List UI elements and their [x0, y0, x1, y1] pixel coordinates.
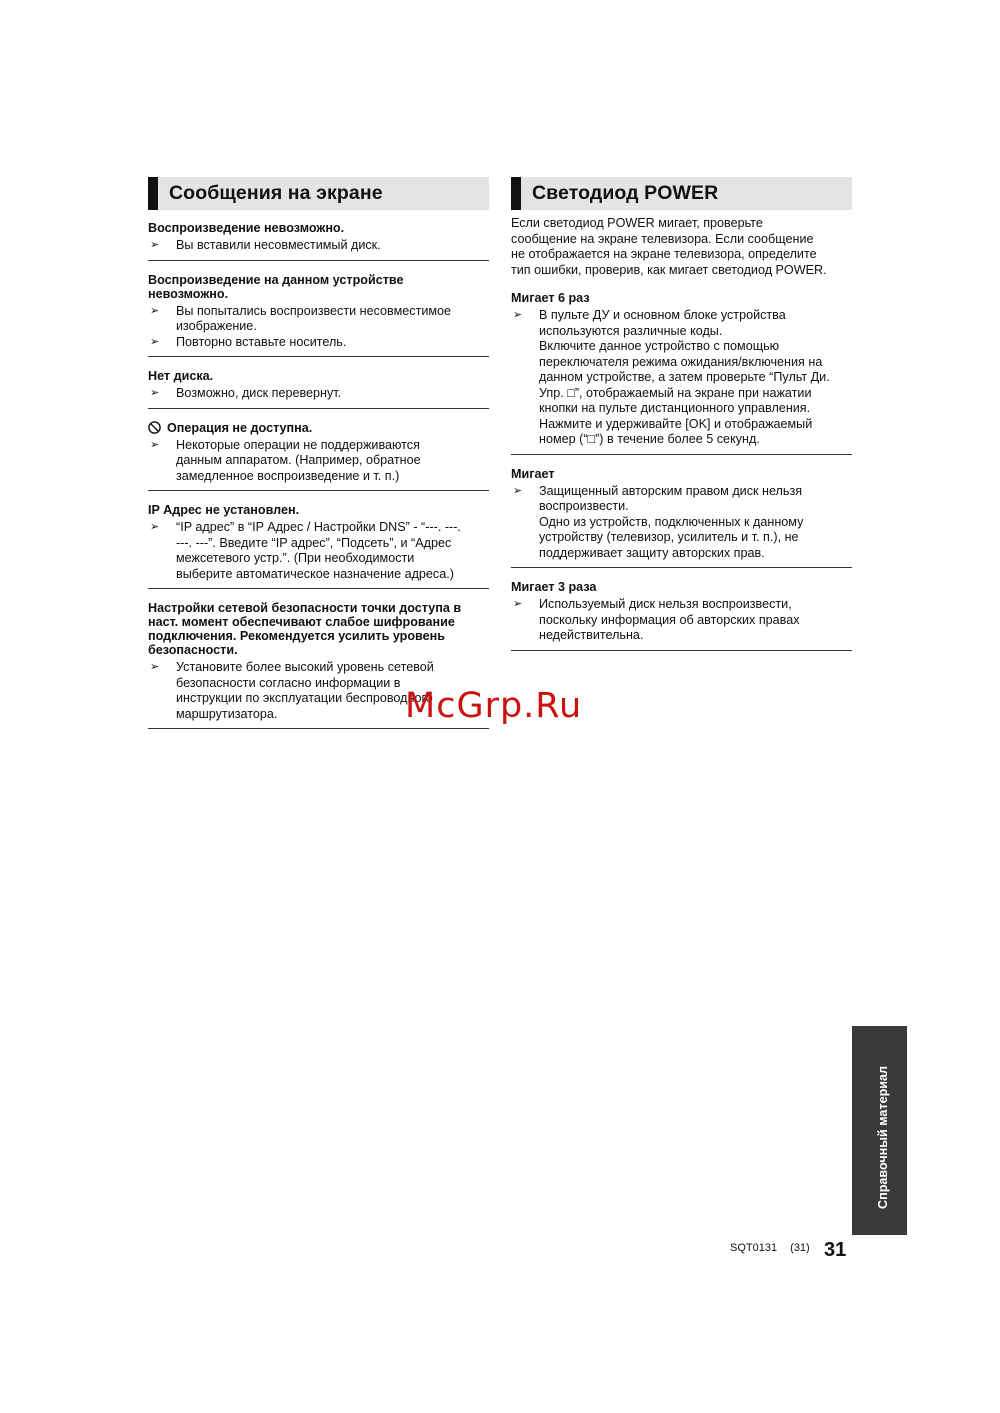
side-tab	[852, 1026, 907, 1235]
blink-item	[511, 286, 852, 455]
bullet: ➢ “IP адрес” в “IP Адрес / Настройки DNS” - “---. ---. ---. ---”. Введите “IP адрес”, “Подсеть”, и “Адрес межсетевого устр.”. (При необходимости выберите автоматическое назначение адреса.)	[150, 520, 461, 581]
item-title: Операция не доступна.	[148, 421, 489, 435]
bullet: ➢ Повторно вставьте носитель.	[150, 334, 347, 349]
message-item	[148, 216, 489, 261]
bullet: ➢ В пульте ДУ и основном блоке устройства используются различные коды. Включите данное устройство с помощью переключателя режима ожидания/включения на данном устройстве, а затем проверьте “Пульт Ди. Упр. □”, отображаемый на экране при нажатии кнопки на пульте дистанционного управления. Нажмите и удерживайте [OK] и отображаемый номер (“□”) в течение более 5 секунд.	[513, 308, 830, 446]
intro-paragraph: Если светодиод POWER мигает, проверьте сообщение на экране телевизора. Если сообщение не отображается на экране телевизора, определите тип ошибки, проверив, как мигает светодиод POWER.	[511, 216, 827, 277]
arrow-bullet-icon: ➢	[150, 521, 160, 533]
item-title: Воспроизведение на данном устройстве невозможно.	[148, 272, 404, 301]
document-code: SQT0131	[730, 1242, 778, 1254]
watermark: McGrp.Ru	[405, 686, 583, 726]
message-item	[148, 416, 489, 492]
message-item	[148, 268, 489, 358]
section-heading-power-led	[511, 177, 852, 210]
item-title: Воспроизведение невозможно.	[148, 221, 345, 235]
item-title: IP Адрес не установлен.	[148, 503, 300, 517]
bullet: ➢ Используемый диск нельзя воспроизвести, поскольку информация об авторских правах недействительна.	[513, 597, 800, 642]
message-item	[148, 364, 489, 409]
prohibited-icon	[148, 421, 161, 434]
section-title: Светодиод POWER	[532, 182, 719, 204]
page-sub-number: (31)	[790, 1242, 810, 1254]
arrow-bullet-icon: ➢	[513, 309, 523, 321]
item-title: Нет диска.	[148, 369, 214, 383]
message-item	[148, 498, 489, 589]
blink-item	[511, 575, 852, 651]
section-title: Сообщения на экране	[169, 182, 383, 204]
bullet: ➢ Установите более высокий уровень сетевой безопасности согласно информации в инструкции по эксплуатации беспроводного маршрутизатора.	[150, 660, 434, 721]
arrow-bullet-icon: ➢	[150, 438, 160, 451]
bullet: ➢ Возможно, диск перевернут.	[150, 386, 342, 400]
item-title: Мигает	[511, 466, 555, 481]
item-title: Настройки сетевой безопасности точки доступа в наст. момент обеспечивают слабое шифрование подключения. Рекомендуется усилить уровень безопасности.	[148, 601, 462, 657]
arrow-bullet-icon: ➢	[150, 335, 160, 348]
bullet: ➢ Вы попытались воспроизвести несовместимое изображение.	[150, 303, 452, 333]
heading-bar	[148, 177, 158, 210]
blink-item	[511, 462, 852, 569]
right-column	[511, 177, 852, 658]
arrow-bullet-icon: ➢	[513, 598, 523, 610]
page-footer	[730, 1239, 847, 1261]
arrow-bullet-icon: ➢	[150, 661, 160, 673]
side-tab-label: Справочный материал	[876, 1065, 890, 1209]
item-title: Мигает 3 раза	[511, 580, 597, 594]
page-number: 31	[824, 1239, 847, 1261]
bullet: ➢ Вы вставили несовместимый диск.	[150, 238, 381, 252]
item-title: Мигает 6 раз	[511, 291, 590, 305]
arrow-bullet-icon: ➢	[513, 484, 523, 497]
section-heading-messages	[148, 177, 489, 210]
left-column	[148, 177, 489, 736]
arrow-bullet-icon: ➢	[150, 304, 160, 317]
bullet: ➢ Некоторые операции не поддерживаются данным аппаратом. (Например, обратное замедленное воспроизведение и т. п.)	[150, 437, 421, 483]
bullet: ➢ Защищенный авторским правом диск нельзя воспроизвести. Одно из устройств, подключенных к данному устройству (телевизор, усилитель и т. п.), не поддерживает защиту авторских прав.	[513, 483, 804, 560]
arrow-bullet-icon: ➢	[150, 239, 160, 251]
arrow-bullet-icon: ➢	[150, 387, 160, 399]
heading-bar	[511, 177, 521, 210]
